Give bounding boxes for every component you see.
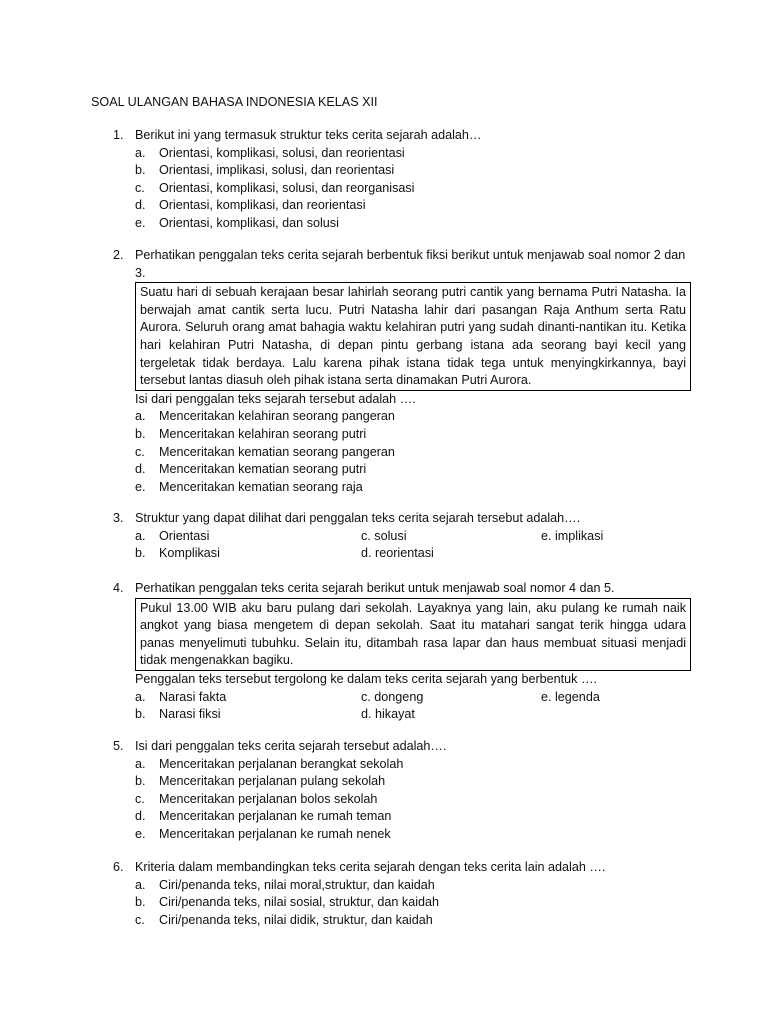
question-prompt: Penggalan teks tersebut tergolong ke dalam teks cerita sejarah yang berbentuk …. — [135, 671, 598, 686]
option-a — [135, 408, 693, 426]
question-text: Berikut ini yang termasuk struktur teks cerita sejarah adalah… — [135, 128, 482, 142]
option-letter: a. — [135, 877, 146, 892]
option-e — [135, 479, 693, 497]
option-c — [135, 444, 693, 462]
option-b — [135, 162, 693, 180]
option-b — [135, 773, 693, 791]
question-number: 1. — [113, 128, 124, 142]
option-text: Orientasi, komplikasi, dan reorientasi — [159, 198, 366, 213]
option-d — [135, 808, 693, 826]
option-text: Menceritakan kematian seorang raja — [159, 479, 363, 494]
question-text: Kriteria dalam membandingkan teks cerita sejarah dengan teks cerita lain adalah …. — [135, 860, 606, 874]
question-text: Struktur yang dapat dilihat dari penggalan teks cerita sejarah tersebut adalah…. — [135, 511, 581, 525]
option-text: Ciri/penanda teks, nilai sosial, struktur, dan kaidah — [159, 895, 440, 910]
option-d: d. reorientasi — [361, 546, 434, 561]
option-letter: b. — [135, 895, 146, 910]
option-a — [135, 756, 693, 774]
option-c — [135, 791, 693, 809]
option-e — [135, 826, 693, 844]
option-text: Ciri/penanda teks, nilai didik, struktur, dan kaidah — [159, 912, 433, 927]
option-letter: c. — [135, 444, 145, 459]
question-text: Perhatikan penggalan teks cerita sejarah berbentuk fiksi berikut untuk menjawab soal nomor 2 dan 3. — [135, 248, 686, 280]
question-3 — [113, 510, 693, 563]
option-c: c. solusi — [361, 528, 407, 543]
question-2 — [113, 247, 693, 496]
question-prompt: Isi dari penggalan teks sejarah tersebut adalah …. — [135, 391, 416, 406]
option-letter: c. — [135, 180, 145, 195]
option-letter: b. — [135, 707, 146, 722]
option-e: e. legenda — [541, 689, 600, 704]
option-letter: b. — [135, 546, 146, 561]
option-text: Orientasi, komplikasi, solusi, dan reorganisasi — [159, 180, 415, 195]
option-a — [135, 145, 693, 163]
question-number: 2. — [113, 248, 124, 262]
question-text: Perhatikan penggalan teks cerita sejarah berikut untuk menjawab soal nomor 4 dan 5. — [135, 581, 615, 595]
option-grid — [135, 689, 693, 724]
passage-box: Pukul 13.00 WIB aku baru pulang dari sekolah. Layaknya yang lain, aku pulang ke rumah naik angkot yang biasa mengetem di depan sekolah. Saat itu matahari sangat terik hingga udara panas menyelimuti tubuhku. Selain itu, ditambah rasa lapar dan haus membuat situasi menjadi tidak mengenakkan bagiku. — [135, 598, 691, 671]
option-text: Orientasi, komplikasi, solusi, dan reorientasi — [159, 145, 405, 160]
question-text: Isi dari penggalan teks cerita sejarah tersebut adalah…. — [135, 739, 447, 753]
option-letter: e. — [135, 479, 146, 494]
option-list — [113, 756, 693, 844]
option-text: Menceritakan perjalanan berangkat sekolah — [159, 756, 404, 771]
option-b — [135, 426, 693, 444]
option-letter: c. — [135, 791, 145, 806]
option-letter: b. — [135, 774, 146, 789]
option-text: Orientasi, komplikasi, dan solusi — [159, 215, 339, 230]
option-text: Narasi fakta — [159, 689, 227, 704]
option-letter: c. — [135, 912, 145, 927]
option-list — [113, 877, 693, 930]
option-text: Menceritakan perjalanan ke rumah nenek — [159, 826, 391, 841]
option-text: Narasi fiksi — [159, 707, 221, 722]
option-e — [135, 215, 693, 233]
option-c — [135, 180, 693, 198]
option-list — [113, 145, 693, 233]
option-letter: b. — [135, 163, 146, 178]
option-text: Menceritakan kelahiran seorang putri — [159, 426, 367, 441]
question-number: 4. — [113, 581, 124, 595]
question-number: 6. — [113, 860, 124, 874]
option-letter: e. — [135, 826, 146, 841]
option-e: e. implikasi — [541, 528, 604, 543]
option-list — [113, 408, 693, 496]
option-text: Orientasi, implikasi, solusi, dan reorientasi — [159, 163, 395, 178]
option-b — [135, 894, 693, 912]
option-grid — [135, 528, 693, 563]
option-letter: d. — [135, 198, 146, 213]
option-letter: a. — [135, 756, 146, 771]
option-text: Menceritakan kelahiran seorang pangeran — [159, 409, 395, 424]
question-number: 5. — [113, 739, 124, 753]
question-number: 3. — [113, 511, 124, 525]
option-c: c. dongeng — [361, 689, 424, 704]
option-text: Menceritakan perjalanan bolos sekolah — [159, 791, 378, 806]
option-d — [135, 197, 693, 215]
question-6 — [113, 859, 693, 929]
document-title: SOAL ULANGAN BAHASA INDONESIA KELAS XII — [91, 95, 378, 109]
option-d: d. hikayat — [361, 707, 415, 722]
option-a — [135, 877, 693, 895]
question-1 — [113, 127, 693, 233]
option-text: Menceritakan kematian seorang pangeran — [159, 444, 395, 459]
option-c — [135, 912, 693, 930]
option-letter: a. — [135, 409, 146, 424]
question-4 — [113, 580, 693, 724]
option-text: Menceritakan perjalanan pulang sekolah — [159, 774, 386, 789]
option-d — [135, 461, 693, 479]
passage-box: Suatu hari di sebuah kerajaan besar lahirlah seorang putri cantik yang bernama Putri Natasha. Ia berwajah amat cantik serta lucu. Putri Natasha lahir dari pasangan Raja Anthum serta Ratu Aurora. Seluruh orang amat bahagia waktu kelahiran putri yang sudah dinanti-nantikan itu. Ketika hari kelahiran Putri Natasha, di depan pintu gerbang istana ada seorang bayi kecil yang tergeletak tidak berdaya. Lalu karena pihak istana tidak tega untuk menyingkirkannya, bayi tersebut lantas diasuh oleh pihak istana serta dinamakan Putri Aurora. — [135, 282, 691, 391]
option-text: Orientasi — [159, 528, 210, 543]
option-letter: a. — [135, 145, 146, 160]
option-text: Ciri/penanda teks, nilai moral,struktur, dan kaidah — [159, 877, 435, 892]
option-letter: e. — [135, 215, 146, 230]
option-letter: b. — [135, 426, 146, 441]
question-5 — [113, 738, 693, 844]
option-letter: d. — [135, 809, 146, 824]
option-text: Menceritakan kematian seorang putri — [159, 462, 367, 477]
option-letter: d. — [135, 462, 146, 477]
option-text: Menceritakan perjalanan ke rumah teman — [159, 809, 392, 824]
option-letter: a. — [135, 689, 146, 704]
option-letter: a. — [135, 528, 146, 543]
option-text: Komplikasi — [159, 546, 220, 561]
